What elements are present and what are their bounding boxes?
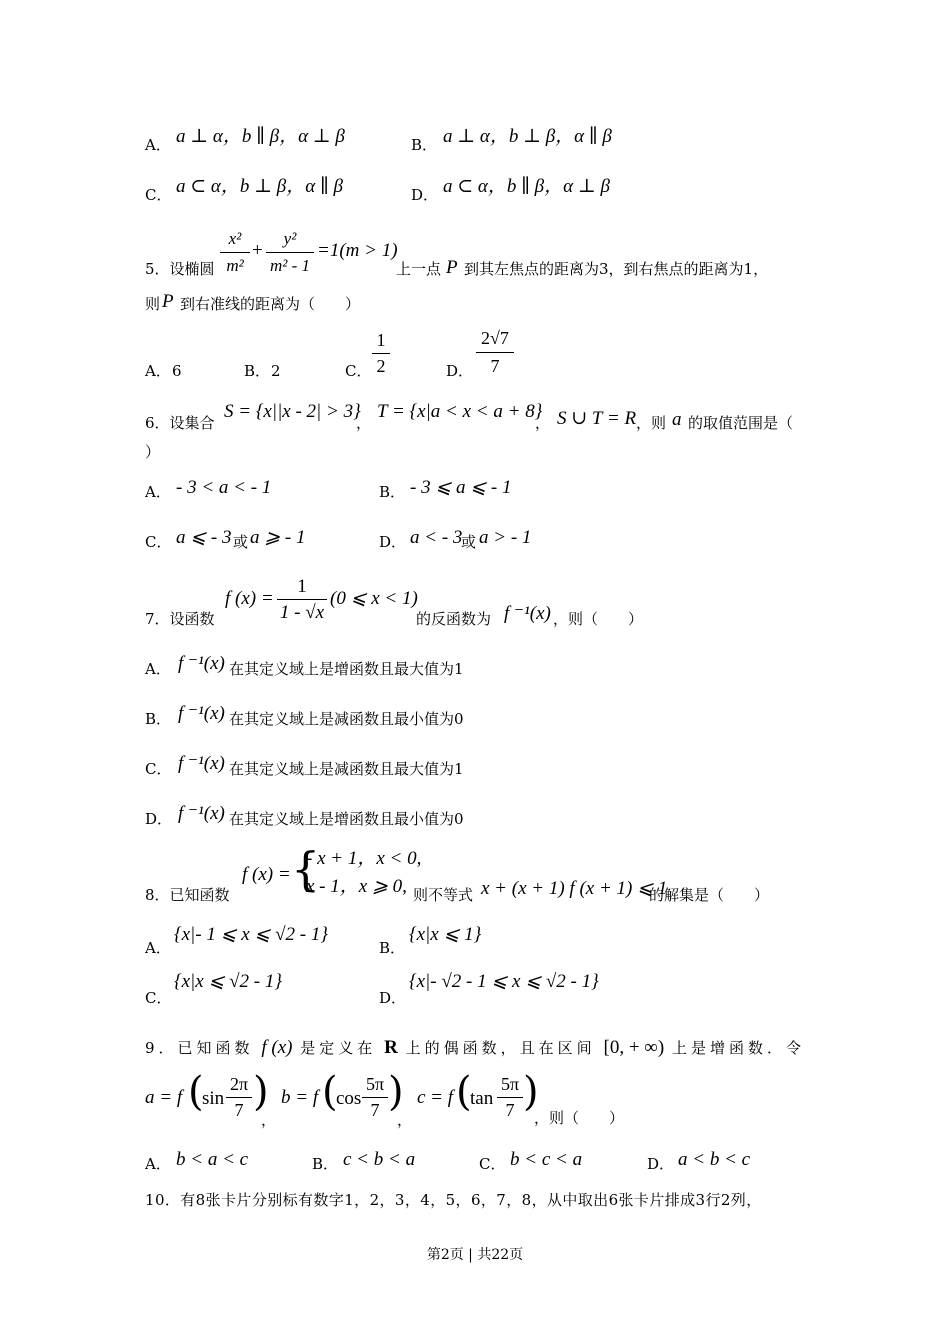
q5-text2: 到其左焦点的距离为3，到右焦点的距离为1， bbox=[464, 260, 769, 278]
q6-option-c-label: C． bbox=[145, 533, 172, 551]
q8-text1: 则不等式 bbox=[413, 886, 474, 904]
q9-prefix: 9．已知函数 bbox=[145, 1039, 254, 1057]
q6-option-c-1: a ⩽ - 3 bbox=[176, 527, 232, 548]
q6-option-b: - 3 ⩽ a ⩽ - 1 bbox=[410, 477, 512, 498]
q7-option-d-inverse: f ⁻¹(x) bbox=[178, 803, 225, 824]
q9-option-d: a < b < c bbox=[678, 1149, 751, 1170]
q9-fx: f (x) bbox=[261, 1037, 293, 1058]
q9-option-a: b < a < c bbox=[176, 1149, 249, 1170]
q7-inverse: f ⁻¹(x) bbox=[504, 603, 551, 624]
q5-point-p-2: P bbox=[162, 291, 174, 312]
q7-func-den: 1 - √x bbox=[279, 602, 325, 623]
q8-option-d-label: D． bbox=[379, 989, 407, 1007]
q5-line2-text: 到右准线的距离为（ ） bbox=[180, 295, 361, 313]
q6-option-d-or: 或 bbox=[461, 533, 477, 551]
q9-c-right-paren: ) bbox=[523, 1069, 539, 1115]
q5-c-num: 1 bbox=[376, 330, 386, 350]
q9-b-num: 5π bbox=[365, 1074, 385, 1094]
q5-frac1-den: m² bbox=[226, 256, 244, 275]
q7-option-a-label: A． bbox=[145, 660, 171, 678]
q9-c-num: 5π bbox=[500, 1074, 520, 1094]
q7-option-d: 在其定义域上是增函数且最小值为0 bbox=[229, 810, 464, 828]
q7-option-a-inverse: f ⁻¹(x) bbox=[178, 653, 225, 674]
q5-frac2-num: y² bbox=[283, 229, 297, 248]
q9-option-d-label: D． bbox=[647, 1155, 675, 1173]
q9-c-fraction bbox=[497, 1075, 523, 1119]
q4-option-c-label: C． bbox=[145, 186, 172, 204]
q7-prefix: 7．设函数 bbox=[145, 610, 215, 628]
q7-option-b-label: B． bbox=[145, 710, 172, 728]
q6-text2: 的取值范围是（ bbox=[688, 414, 794, 432]
q6-set-t: T = {x|a < x < a + 8} bbox=[377, 401, 543, 422]
q5-line2-prefix: 则 bbox=[145, 295, 161, 313]
q5-rhs: =1(m > 1) bbox=[317, 240, 398, 261]
q9-option-c-label: C． bbox=[479, 1155, 506, 1173]
q8-option-a: {x|- 1 ⩽ x ⩽ √2 - 1} bbox=[174, 924, 328, 945]
q6-option-d-1: a < - 3 bbox=[410, 527, 463, 548]
q9-c-den: 7 bbox=[505, 1100, 515, 1120]
q5-option-c-label: C． bbox=[345, 362, 372, 380]
q4-option-c: a ⊂ α，b ⊥ β，α ∥ β bbox=[176, 176, 343, 197]
q9-option-a-label: A． bbox=[145, 1155, 171, 1173]
q9-b-left-paren: ( bbox=[322, 1069, 338, 1115]
q8-option-c: {x|x ⩽ √2 - 1} bbox=[174, 971, 282, 992]
q9-reals: R bbox=[384, 1037, 398, 1058]
q6-option-c-2: a ⩾ - 1 bbox=[250, 527, 306, 548]
q4-option-d: a ⊂ α，b ∥ β，α ⊥ β bbox=[443, 176, 610, 197]
q4-option-d-label: D． bbox=[411, 186, 439, 204]
q8-option-d: {x|- √2 - 1 ⩽ x ⩽ √2 - 1} bbox=[409, 971, 599, 992]
q7-text1: 的反函数为 bbox=[416, 610, 492, 628]
q6-set-s: S = {x||x - 2| > 3} bbox=[224, 401, 361, 422]
q9-b-right-paren: ) bbox=[388, 1069, 404, 1115]
q6-comma-2: ， bbox=[535, 414, 551, 432]
q6-option-a-label: A． bbox=[145, 483, 171, 501]
q6-option-d-2: a > - 1 bbox=[479, 527, 532, 548]
q8-func-lhs: f (x) = bbox=[242, 864, 291, 885]
q9-c-lhs: c = f bbox=[417, 1087, 454, 1108]
q8-case-1: - x + 1，x < 0, bbox=[306, 848, 422, 869]
q9-c-left-paren: ( bbox=[456, 1069, 472, 1115]
q6-var-a: a bbox=[672, 409, 682, 430]
q5-fraction-1 bbox=[220, 230, 250, 274]
q6-text: ，则 bbox=[636, 414, 667, 432]
q4-option-a: a ⊥ α，b ∥ β，α ⊥ β bbox=[176, 126, 345, 147]
q7-option-a: 在其定义域上是增函数且最大值为1 bbox=[229, 660, 464, 678]
q6-union: S ∪ T = R bbox=[557, 408, 637, 429]
q5-d-num: 2√7 bbox=[481, 328, 509, 348]
q7-func-num: 1 bbox=[297, 576, 307, 597]
q5-d-den: 7 bbox=[490, 356, 500, 376]
q8-option-b: {x|x ⩽ 1} bbox=[409, 924, 482, 945]
q5-option-b-label: B． bbox=[244, 362, 271, 380]
q7-option-c-inverse: f ⁻¹(x) bbox=[178, 753, 225, 774]
q5-text1: 上一点 bbox=[396, 260, 442, 278]
q9-sep-2: ， bbox=[397, 1111, 413, 1129]
q9-text3: 上是增函数．令 bbox=[671, 1039, 805, 1057]
q8-text2: 的解集是（ ） bbox=[649, 886, 770, 904]
q5-point-p: P bbox=[446, 257, 458, 278]
q7-option-c-label: C． bbox=[145, 760, 172, 778]
q9-b-lhs: b = f bbox=[281, 1087, 319, 1108]
q7-option-d-label: D． bbox=[145, 810, 173, 828]
q9-sep-1: ， bbox=[261, 1111, 277, 1129]
q9-stem-line bbox=[145, 1038, 805, 1057]
q5-option-d-label: D． bbox=[446, 362, 474, 380]
q4-option-b: a ⊥ α，b ⊥ β，α ∥ β bbox=[443, 126, 612, 147]
q5-option-a-label: A． bbox=[145, 362, 171, 380]
q9-b-fn: cos bbox=[336, 1088, 362, 1109]
q8-left-brace: { bbox=[291, 842, 321, 896]
q8-option-b-label: B． bbox=[379, 939, 406, 957]
q6-option-a: - 3 < a < - 1 bbox=[176, 477, 272, 498]
q7-func-domain: (0 ⩽ x < 1) bbox=[330, 588, 418, 609]
q5-option-d-fraction bbox=[476, 329, 514, 375]
q5-plus: + bbox=[252, 240, 263, 261]
q7-option-c: 在其定义域上是减函数且最大值为1 bbox=[229, 760, 464, 778]
q7-text2: ，则（ ） bbox=[553, 610, 644, 628]
q9-interval: [0, + ∞) bbox=[603, 1037, 665, 1058]
q5-fraction-2 bbox=[266, 230, 314, 274]
q6-prefix: 6．设集合 bbox=[145, 414, 215, 432]
q6-option-c-or: 或 bbox=[233, 533, 249, 551]
q8-option-a-label: A． bbox=[145, 939, 171, 957]
q4-option-b-label: B． bbox=[411, 136, 438, 154]
q9-b-fraction bbox=[362, 1075, 388, 1119]
q9-option-c: b < c < a bbox=[510, 1149, 583, 1170]
q5-prefix: 5．设椭圆 bbox=[145, 260, 215, 278]
q9-c-fn: tan bbox=[470, 1088, 494, 1109]
q8-inequality: x + (x + 1) f (x + 1) ⩽ 1 bbox=[481, 878, 668, 899]
q9-a-fraction bbox=[226, 1075, 252, 1119]
q9-b-den: 7 bbox=[370, 1100, 380, 1120]
q9-option-b-label: B． bbox=[312, 1155, 339, 1173]
q10-text: 10．有8张卡片分别标有数字1，2，3，4，5，6，7，8，从中取出6张卡片排成3行2列， bbox=[145, 1191, 762, 1209]
q5-frac2-den: m² - 1 bbox=[269, 256, 311, 275]
q6-comma-1: ， bbox=[356, 414, 372, 432]
q5-option-b: 2 bbox=[271, 362, 281, 380]
q7-func-fraction bbox=[277, 577, 327, 623]
q5-option-a: 6 bbox=[172, 362, 182, 380]
q7-func-lhs: f (x) = bbox=[225, 588, 274, 609]
q5-option-c-fraction bbox=[372, 331, 390, 375]
q9-text2: 上的偶函数，且在区间 bbox=[405, 1039, 596, 1057]
q9-a-num: 2π bbox=[229, 1074, 249, 1094]
q4-option-a-label: A． bbox=[145, 136, 171, 154]
q9-a-lhs: a = f bbox=[145, 1087, 183, 1108]
q6-option-d-label: D． bbox=[379, 533, 407, 551]
q5-frac1-num: x² bbox=[228, 229, 242, 248]
q8-option-c-label: C． bbox=[145, 989, 172, 1007]
q9-a-right-paren: ) bbox=[253, 1069, 269, 1115]
q8-case-2: x - 1，x ⩾ 0, bbox=[306, 876, 407, 897]
q9-tail: ，则（ ） bbox=[534, 1109, 625, 1127]
q9-a-fn: sin bbox=[202, 1088, 225, 1109]
q9-a-left-paren: ( bbox=[188, 1069, 204, 1115]
q5-c-den: 2 bbox=[376, 356, 386, 376]
q9-option-b: c < b < a bbox=[343, 1149, 416, 1170]
q6-line2: ） bbox=[145, 443, 161, 461]
q9-text1: 是定义在 bbox=[300, 1039, 377, 1057]
page-footer: 第2页 | 共22页 bbox=[426, 1247, 524, 1263]
q6-option-b-label: B． bbox=[379, 483, 406, 501]
q7-option-b: 在其定义域上是减函数且最小值为0 bbox=[229, 710, 464, 728]
q7-option-b-inverse: f ⁻¹(x) bbox=[178, 703, 225, 724]
q9-a-den: 7 bbox=[234, 1100, 244, 1120]
q8-prefix: 8．已知函数 bbox=[145, 886, 230, 904]
